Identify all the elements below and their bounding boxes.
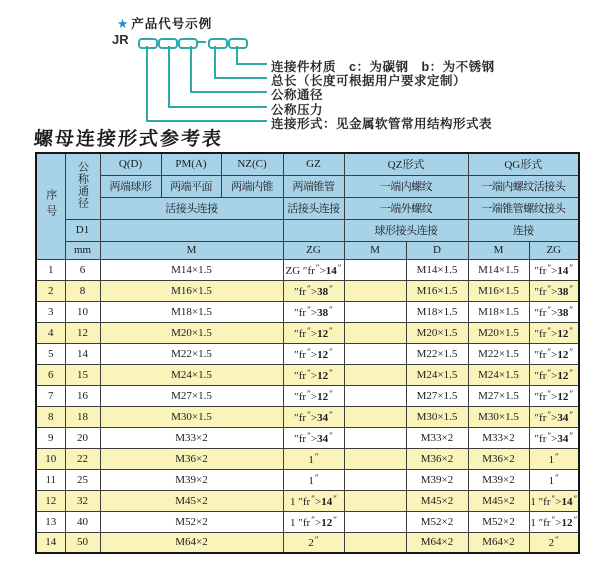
connector-line: [168, 106, 267, 108]
cell-qg-m: M36×2: [468, 448, 529, 469]
cell-qg-zg: ″fr″>34″: [529, 406, 579, 427]
cell-seq: 8: [36, 406, 65, 427]
header-mm: mm: [65, 241, 100, 259]
cell-qg-m: M20×1.5: [468, 322, 529, 343]
cell-dn: 25: [65, 469, 100, 490]
cell-gz-zg: ″fr″>38″: [283, 301, 344, 322]
cell-qz-d: M39×2: [406, 469, 468, 490]
cell-qz-d: M33×2: [406, 427, 468, 448]
cell-qg-m: M64×2: [468, 532, 529, 553]
cell-qg-m: M52×2: [468, 511, 529, 532]
header-qg: QG形式: [468, 153, 579, 175]
table-row: [36, 427, 579, 448]
cell-gz-zg: ″fr″>38″: [283, 280, 344, 301]
label-nominal-pressure: 公称压力: [271, 103, 324, 117]
cell-gz-zg: 1 ″fr″>14″: [283, 490, 344, 511]
cell-gz-zg: ″fr″>12″: [283, 322, 344, 343]
cell-seq: 7: [36, 385, 65, 406]
cell-qg-zg: 1″: [529, 469, 579, 490]
table-row: [36, 364, 579, 385]
cell-qg-zg: 2″: [529, 532, 579, 553]
header-qz-d: D: [406, 241, 468, 259]
table-row: [36, 448, 579, 469]
cell-gz-zg: ZG ″fr″>14″: [283, 259, 344, 280]
connector-line: [168, 46, 170, 107]
table-row: [36, 259, 579, 280]
connector-line: [236, 46, 238, 64]
header-qg-sub1: 一端内螺纹活接头: [468, 175, 579, 197]
header-seq: 序号: [36, 153, 65, 259]
table-row: [36, 280, 579, 301]
header-blank: [283, 219, 344, 241]
cell-qz-m: [344, 301, 406, 322]
table-header: [36, 153, 579, 259]
cell-dn: 6: [65, 259, 100, 280]
cell-seq: 3: [36, 301, 65, 322]
cell-seq: 4: [36, 322, 65, 343]
header-gz-connection: 活接头连接: [283, 197, 344, 219]
cell-m: M14×1.5: [100, 259, 283, 280]
header-gz-sub: 两端锥管: [283, 175, 344, 197]
cell-gz-zg: ″fr″>34″: [283, 427, 344, 448]
diagram-heading: [117, 14, 212, 32]
cell-qg-zg: 1″: [529, 448, 579, 469]
header-qz-sub2: 一端外螺纹: [344, 197, 468, 219]
cell-gz-zg: 2″: [283, 532, 344, 553]
cell-qg-m: M14×1.5: [468, 259, 529, 280]
connector-line: [236, 63, 267, 65]
cell-qz-m: [344, 385, 406, 406]
cell-seq: 10: [36, 448, 65, 469]
cell-qg-zg: ″fr″>12″: [529, 364, 579, 385]
cell-gz-zg: 1 ″fr″>12″: [283, 511, 344, 532]
table-row: [36, 511, 579, 532]
cell-dn: 40: [65, 511, 100, 532]
cell-seq: 1: [36, 259, 65, 280]
header-union-connection: 活接头连接: [100, 197, 283, 219]
cell-dn: 12: [65, 322, 100, 343]
cell-seq: 2: [36, 280, 65, 301]
diagram-heading-text: 产品代号示例: [131, 17, 213, 31]
cell-qz-d: M36×2: [406, 448, 468, 469]
cell-qg-m: M18×1.5: [468, 301, 529, 322]
cell-qz-d: M16×1.5: [406, 280, 468, 301]
header-qz-sub3: 球形接头连接: [344, 219, 468, 241]
cell-qg-m: M16×1.5: [468, 280, 529, 301]
cell-qz-m: [344, 469, 406, 490]
header-q: Q(D): [100, 153, 161, 175]
cell-m: M24×1.5: [100, 364, 283, 385]
cell-m: M33×2: [100, 427, 283, 448]
connector-line: [214, 46, 216, 78]
header-qg-sub2: 一端锥管螺纹接头: [468, 197, 579, 219]
table-row: [36, 385, 579, 406]
cell-seq: 13: [36, 511, 65, 532]
cell-qz-m: [344, 280, 406, 301]
cell-qz-m: [344, 343, 406, 364]
cell-qg-m: M27×1.5: [468, 385, 529, 406]
connector-line: [146, 120, 267, 122]
header-qg-sub3: 连接: [468, 219, 579, 241]
header-qz: QZ形式: [344, 153, 468, 175]
cell-qg-m: M30×1.5: [468, 406, 529, 427]
table-row: [36, 301, 579, 322]
cell-qg-zg: ″fr″>12″: [529, 385, 579, 406]
cell-m: M22×1.5: [100, 343, 283, 364]
cell-qg-zg: ″fr″>38″: [529, 301, 579, 322]
cell-qz-m: [344, 532, 406, 553]
cell-qz-m: [344, 322, 406, 343]
code-box-5: [228, 38, 248, 49]
header-gz: GZ: [283, 153, 344, 175]
cell-m: M20×1.5: [100, 322, 283, 343]
label-total-length: 总长（长度可根据用户要求定制）: [271, 74, 467, 88]
cell-dn: 32: [65, 490, 100, 511]
label-material: 连接件材质 c：为碳钢 b：为不锈钢: [271, 60, 495, 74]
cell-qg-zg: ″fr″>38″: [529, 280, 579, 301]
cell-qz-m: [344, 511, 406, 532]
header-nz-sub: 两端内锥: [221, 175, 283, 197]
header-blank: [100, 219, 283, 241]
label-nominal-diameter: 公称通径: [271, 88, 324, 102]
cell-qz-m: [344, 427, 406, 448]
header-pm-sub: 两端平面: [161, 175, 221, 197]
cell-m: M18×1.5: [100, 301, 283, 322]
cell-qz-d: M45×2: [406, 490, 468, 511]
cell-qg-zg: ″fr″>14″: [529, 259, 579, 280]
cell-gz-zg: 1″: [283, 469, 344, 490]
cell-seq: 6: [36, 364, 65, 385]
header-nz: NZ(C): [221, 153, 283, 175]
table-row: [36, 469, 579, 490]
cell-qg-zg: ″fr″>12″: [529, 343, 579, 364]
cell-dn: 50: [65, 532, 100, 553]
cell-m: M27×1.5: [100, 385, 283, 406]
cell-qz-d: M30×1.5: [406, 406, 468, 427]
table-row: [36, 343, 579, 364]
code-dash: [197, 41, 206, 43]
cell-qz-d: M20×1.5: [406, 322, 468, 343]
cell-seq: 12: [36, 490, 65, 511]
cell-m: M39×2: [100, 469, 283, 490]
cell-gz-zg: ″fr″>12″: [283, 385, 344, 406]
header-m: M: [100, 241, 283, 259]
cell-qz-d: M18×1.5: [406, 301, 468, 322]
cell-gz-zg: ″fr″>12″: [283, 343, 344, 364]
cell-qz-m: [344, 259, 406, 280]
header-q-sub: 两端球形: [100, 175, 161, 197]
nut-connection-reference-table: [35, 152, 580, 554]
header-qz-m: M: [344, 241, 406, 259]
cell-qg-m: M24×1.5: [468, 364, 529, 385]
table-row: [36, 490, 579, 511]
cell-qg-zg: ″fr″>34″: [529, 427, 579, 448]
cell-qz-m: [344, 406, 406, 427]
cell-qz-d: M14×1.5: [406, 259, 468, 280]
cell-seq: 11: [36, 469, 65, 490]
cell-qz-d: M22×1.5: [406, 343, 468, 364]
cell-qz-d: M27×1.5: [406, 385, 468, 406]
header-qg-m: M: [468, 241, 529, 259]
table-title: 螺母连接形式参考表: [33, 129, 224, 150]
cell-dn: 20: [65, 427, 100, 448]
product-code-prefix: JR: [112, 32, 129, 47]
code-box-1: [138, 38, 158, 49]
table-row: [36, 406, 579, 427]
connector-line: [190, 46, 192, 92]
cell-gz-zg: ″fr″>12″: [283, 364, 344, 385]
cell-gz-zg: ″fr″>34″: [283, 406, 344, 427]
cell-qg-m: M45×2: [468, 490, 529, 511]
cell-qg-zg: 1 ″fr″>14″: [529, 490, 579, 511]
header-qg-zg: ZG: [529, 241, 579, 259]
header-pm: PM(A): [161, 153, 221, 175]
cell-m: M16×1.5: [100, 280, 283, 301]
cell-seq: 14: [36, 532, 65, 553]
table-body: [36, 259, 579, 553]
cell-qg-zg: 1 ″fr″>12″: [529, 511, 579, 532]
cell-qg-m: M33×2: [468, 427, 529, 448]
cell-m: M45×2: [100, 490, 283, 511]
cell-dn: 15: [65, 364, 100, 385]
cell-qz-d: M24×1.5: [406, 364, 468, 385]
cell-m: M52×2: [100, 511, 283, 532]
connector-line: [190, 91, 267, 93]
cell-dn: 10: [65, 301, 100, 322]
cell-dn: 16: [65, 385, 100, 406]
code-box-4: [208, 38, 228, 49]
header-dn: 公称通径: [65, 153, 100, 219]
cell-qg-m: M22×1.5: [468, 343, 529, 364]
header-d1: D1: [65, 219, 100, 241]
table-row: [36, 532, 579, 553]
cell-m: M36×2: [100, 448, 283, 469]
cell-qz-m: [344, 364, 406, 385]
header-qz-sub1: 一端内螺纹: [344, 175, 468, 197]
connector-line: [214, 77, 267, 79]
header-zg: ZG: [283, 241, 344, 259]
cell-gz-zg: 1″: [283, 448, 344, 469]
star-icon: ★: [117, 17, 130, 31]
product-code-diagram: [0, 0, 600, 130]
connector-line: [146, 46, 148, 121]
cell-qz-d: M52×2: [406, 511, 468, 532]
cell-m: M64×2: [100, 532, 283, 553]
cell-dn: 18: [65, 406, 100, 427]
cell-dn: 22: [65, 448, 100, 469]
cell-qg-zg: ″fr″>12″: [529, 322, 579, 343]
cell-qz-d: M64×2: [406, 532, 468, 553]
cell-dn: 8: [65, 280, 100, 301]
cell-qg-m: M39×2: [468, 469, 529, 490]
cell-seq: 5: [36, 343, 65, 364]
cell-seq: 9: [36, 427, 65, 448]
table-row: [36, 322, 579, 343]
cell-qz-m: [344, 490, 406, 511]
cell-dn: 14: [65, 343, 100, 364]
code-box-3: [178, 38, 198, 49]
cell-m: M30×1.5: [100, 406, 283, 427]
cell-qz-m: [344, 448, 406, 469]
label-connection-form: 连接形式：见金属软管常用结构形式表: [271, 117, 493, 131]
